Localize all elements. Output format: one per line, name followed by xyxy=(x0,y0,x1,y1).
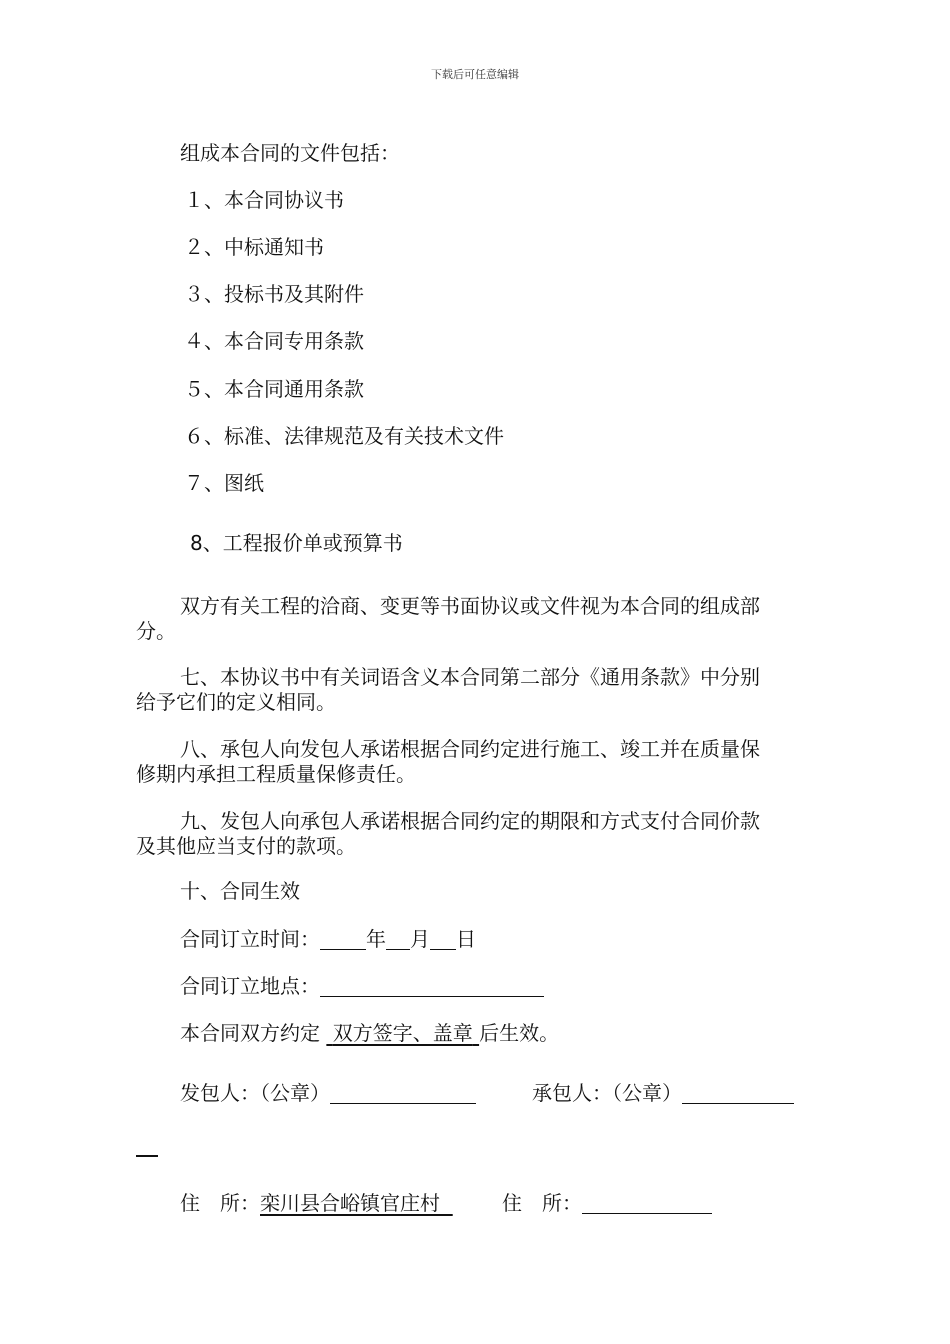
agreement-value xyxy=(326,1021,479,1045)
page-header: 下载后可任意编辑 xyxy=(431,68,519,81)
contractor-address-row xyxy=(502,1190,712,1217)
paragraph-line: 及其他应当支付的款项。 xyxy=(136,834,356,858)
signing-place-row xyxy=(180,973,544,1000)
contractor-label: 承包人：（公章） xyxy=(532,1081,682,1105)
list-item: ４、本合同专用条款 xyxy=(184,329,364,353)
year-label: 年 xyxy=(366,927,386,951)
contractor-seal-blank[interactable] xyxy=(682,1080,794,1104)
signing-time-label: 合同订立时间： xyxy=(180,927,320,951)
employer-address-label: 住 所： xyxy=(180,1191,260,1215)
month-blank[interactable] xyxy=(386,926,410,950)
employer-label: 发包人：（公章） xyxy=(180,1081,330,1105)
agreement-prefix: 本合同双方约定 xyxy=(180,1021,320,1045)
documents-intro: 组成本合同的文件包括： xyxy=(180,141,400,165)
paragraph-line: 七、本协议书中有关词语含义本合同第二部分《通用条款》中分别 xyxy=(180,665,760,689)
year-blank[interactable] xyxy=(320,926,366,950)
list-item: 8、工程报价单或预算书 xyxy=(190,531,403,555)
signing-place-label: 合同订立地点： xyxy=(180,974,320,998)
paragraph xyxy=(136,809,836,859)
signing-place-blank[interactable] xyxy=(320,973,544,997)
list-item: ３、投标书及其附件 xyxy=(184,282,364,306)
paragraph xyxy=(136,737,836,787)
employer-address-value xyxy=(260,1191,453,1215)
list-item: ７、图纸 xyxy=(184,471,264,495)
paragraph-line: 修期内承担工程质量保修责任。 xyxy=(136,762,416,786)
list-item: １、本合同协议书 xyxy=(184,188,344,212)
employer-address-text: 栾川县合峪镇官庄村 xyxy=(260,1191,440,1215)
paragraph-line: 九、发包人向承包人承诺根据合同约定的期限和方式支付合同价款 xyxy=(180,809,760,833)
effect-heading: 十、合同生效 xyxy=(180,879,300,903)
employer-seal-blank[interactable] xyxy=(330,1080,476,1104)
wrapped-blank-line xyxy=(136,1155,158,1157)
paragraph xyxy=(136,594,836,644)
paragraph-line: 分。 xyxy=(136,619,176,643)
list-item: ６、标准、法律规范及有关技术文件 xyxy=(184,424,504,448)
month-label: 月 xyxy=(410,927,430,951)
contractor-address-label: 住 所： xyxy=(502,1191,582,1215)
paragraph-line: 八、承包人向发包人承诺根据合同约定进行施工、竣工并在质量保 xyxy=(180,737,760,761)
list-item: ２、中标通知书 xyxy=(184,235,324,259)
list-item: ５、本合同通用条款 xyxy=(184,377,364,401)
agreement-row xyxy=(180,1020,559,1047)
day-blank[interactable] xyxy=(430,926,456,950)
paragraph-line: 双方有关工程的洽商、变更等书面协议或文件视为本合同的组成部 xyxy=(180,594,760,618)
contractor-address-blank[interactable] xyxy=(582,1190,712,1214)
paragraph xyxy=(136,665,836,715)
paragraph-line: 给予它们的定义相同。 xyxy=(136,690,336,714)
agreement-suffix: 后生效。 xyxy=(479,1021,560,1045)
signing-time-row xyxy=(180,926,476,953)
agreement-value-text: 双方签字、盖章 xyxy=(332,1021,473,1045)
employer-address-row xyxy=(180,1190,453,1217)
employer-seal-row xyxy=(180,1080,476,1107)
contractor-seal-row xyxy=(532,1080,794,1107)
day-label: 日 xyxy=(456,927,476,951)
